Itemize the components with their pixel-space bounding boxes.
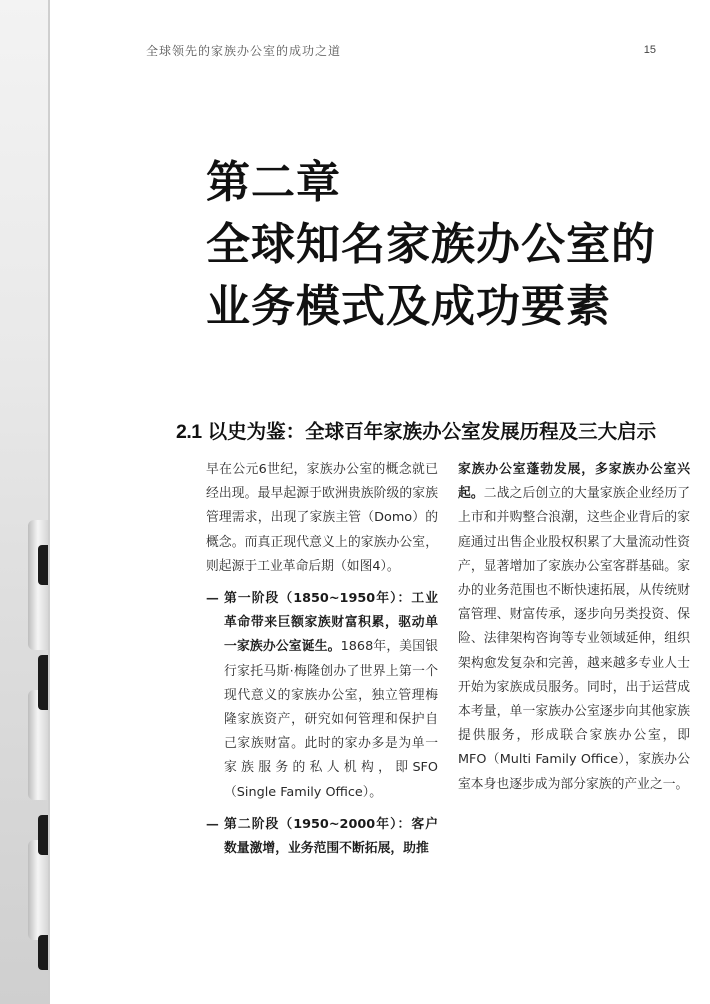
body-column-right: [458, 458, 690, 805]
stage-1-title: 第一阶段（1850~1950年）：工业革命带来巨额家族财富积累，驱动单一家族办公室诞生。: [224, 591, 438, 655]
page-number: 15: [643, 44, 656, 56]
running-header: 全球领先的家族办公室的成功之道: [146, 44, 342, 58]
chapter-title-line: 全球知名家族办公室的: [206, 219, 656, 270]
stage-2-item: [206, 813, 438, 861]
section-number: 2.1: [176, 421, 202, 443]
chapter-title: [206, 152, 676, 338]
chapter-number: 第二章: [206, 157, 341, 208]
stage-2-text: 二战之后创立的大量家族企业经历了上市和并购整合浪潮，这些企业背后的家庭通过出售企业股权积累了大量流动性资产，显著增加了家族办公室客群基础。家办的业务范围也不断快速拓展，从传统财富管理、财富传承，逐步向另类投资、保险、法律架构咨询等专业领域延伸，组织架构愈发复杂和完善，越来越多专业人士开始为家族成员服务。同时，出于运营成本考量，单一家族办公室逐步向其他家族提供服务，形成联合家族办公室，即MFO（Multi Family Office），家族办公室本身也逐步成为部分家族的产业之一。: [458, 486, 691, 792]
stage-2-title: 第二阶段（1950~2000年）：客户数量激增，业务范围不断拓展，助推: [224, 816, 438, 857]
dash-marker: —: [206, 816, 219, 832]
photo-bar: [28, 840, 50, 940]
stage-1-item: [206, 587, 438, 805]
chapter-title-line: 业务模式及成功要素: [206, 281, 611, 332]
stage-1-text: 1868年，美国银行家托马斯·梅隆创办了世界上第一个现代意义的家族办公室，独立管理梅隆家族资产，研究如何管理和保护自己家族财富。此时的家办多是为单一家族服务的私人机构，即SFO（Single Family Office）。: [224, 639, 439, 800]
stage-2-continued: [458, 458, 690, 797]
section-heading: [176, 416, 676, 444]
body-column-left: [206, 458, 438, 869]
stage-2-lead: 家族办公室蓬勃发展，多家族办公室兴起。: [458, 462, 690, 502]
photo-bar: [28, 520, 50, 650]
dash-marker: —: [206, 591, 219, 607]
decorative-photo-strip: [0, 0, 50, 1004]
intro-paragraph: 早在公元6世纪，家族办公室的概念就已经出现。最早起源于欧洲贵族阶级的家族管理需求，出现了家族主管（Domo）的概念。而真正现代意义上的家族办公室，则起源于工业革命后期（如图4）。: [206, 462, 438, 574]
photo-edge: [48, 0, 50, 1004]
section-title: 以史为鉴：全球百年家族办公室发展历程及三大启示: [207, 420, 657, 443]
